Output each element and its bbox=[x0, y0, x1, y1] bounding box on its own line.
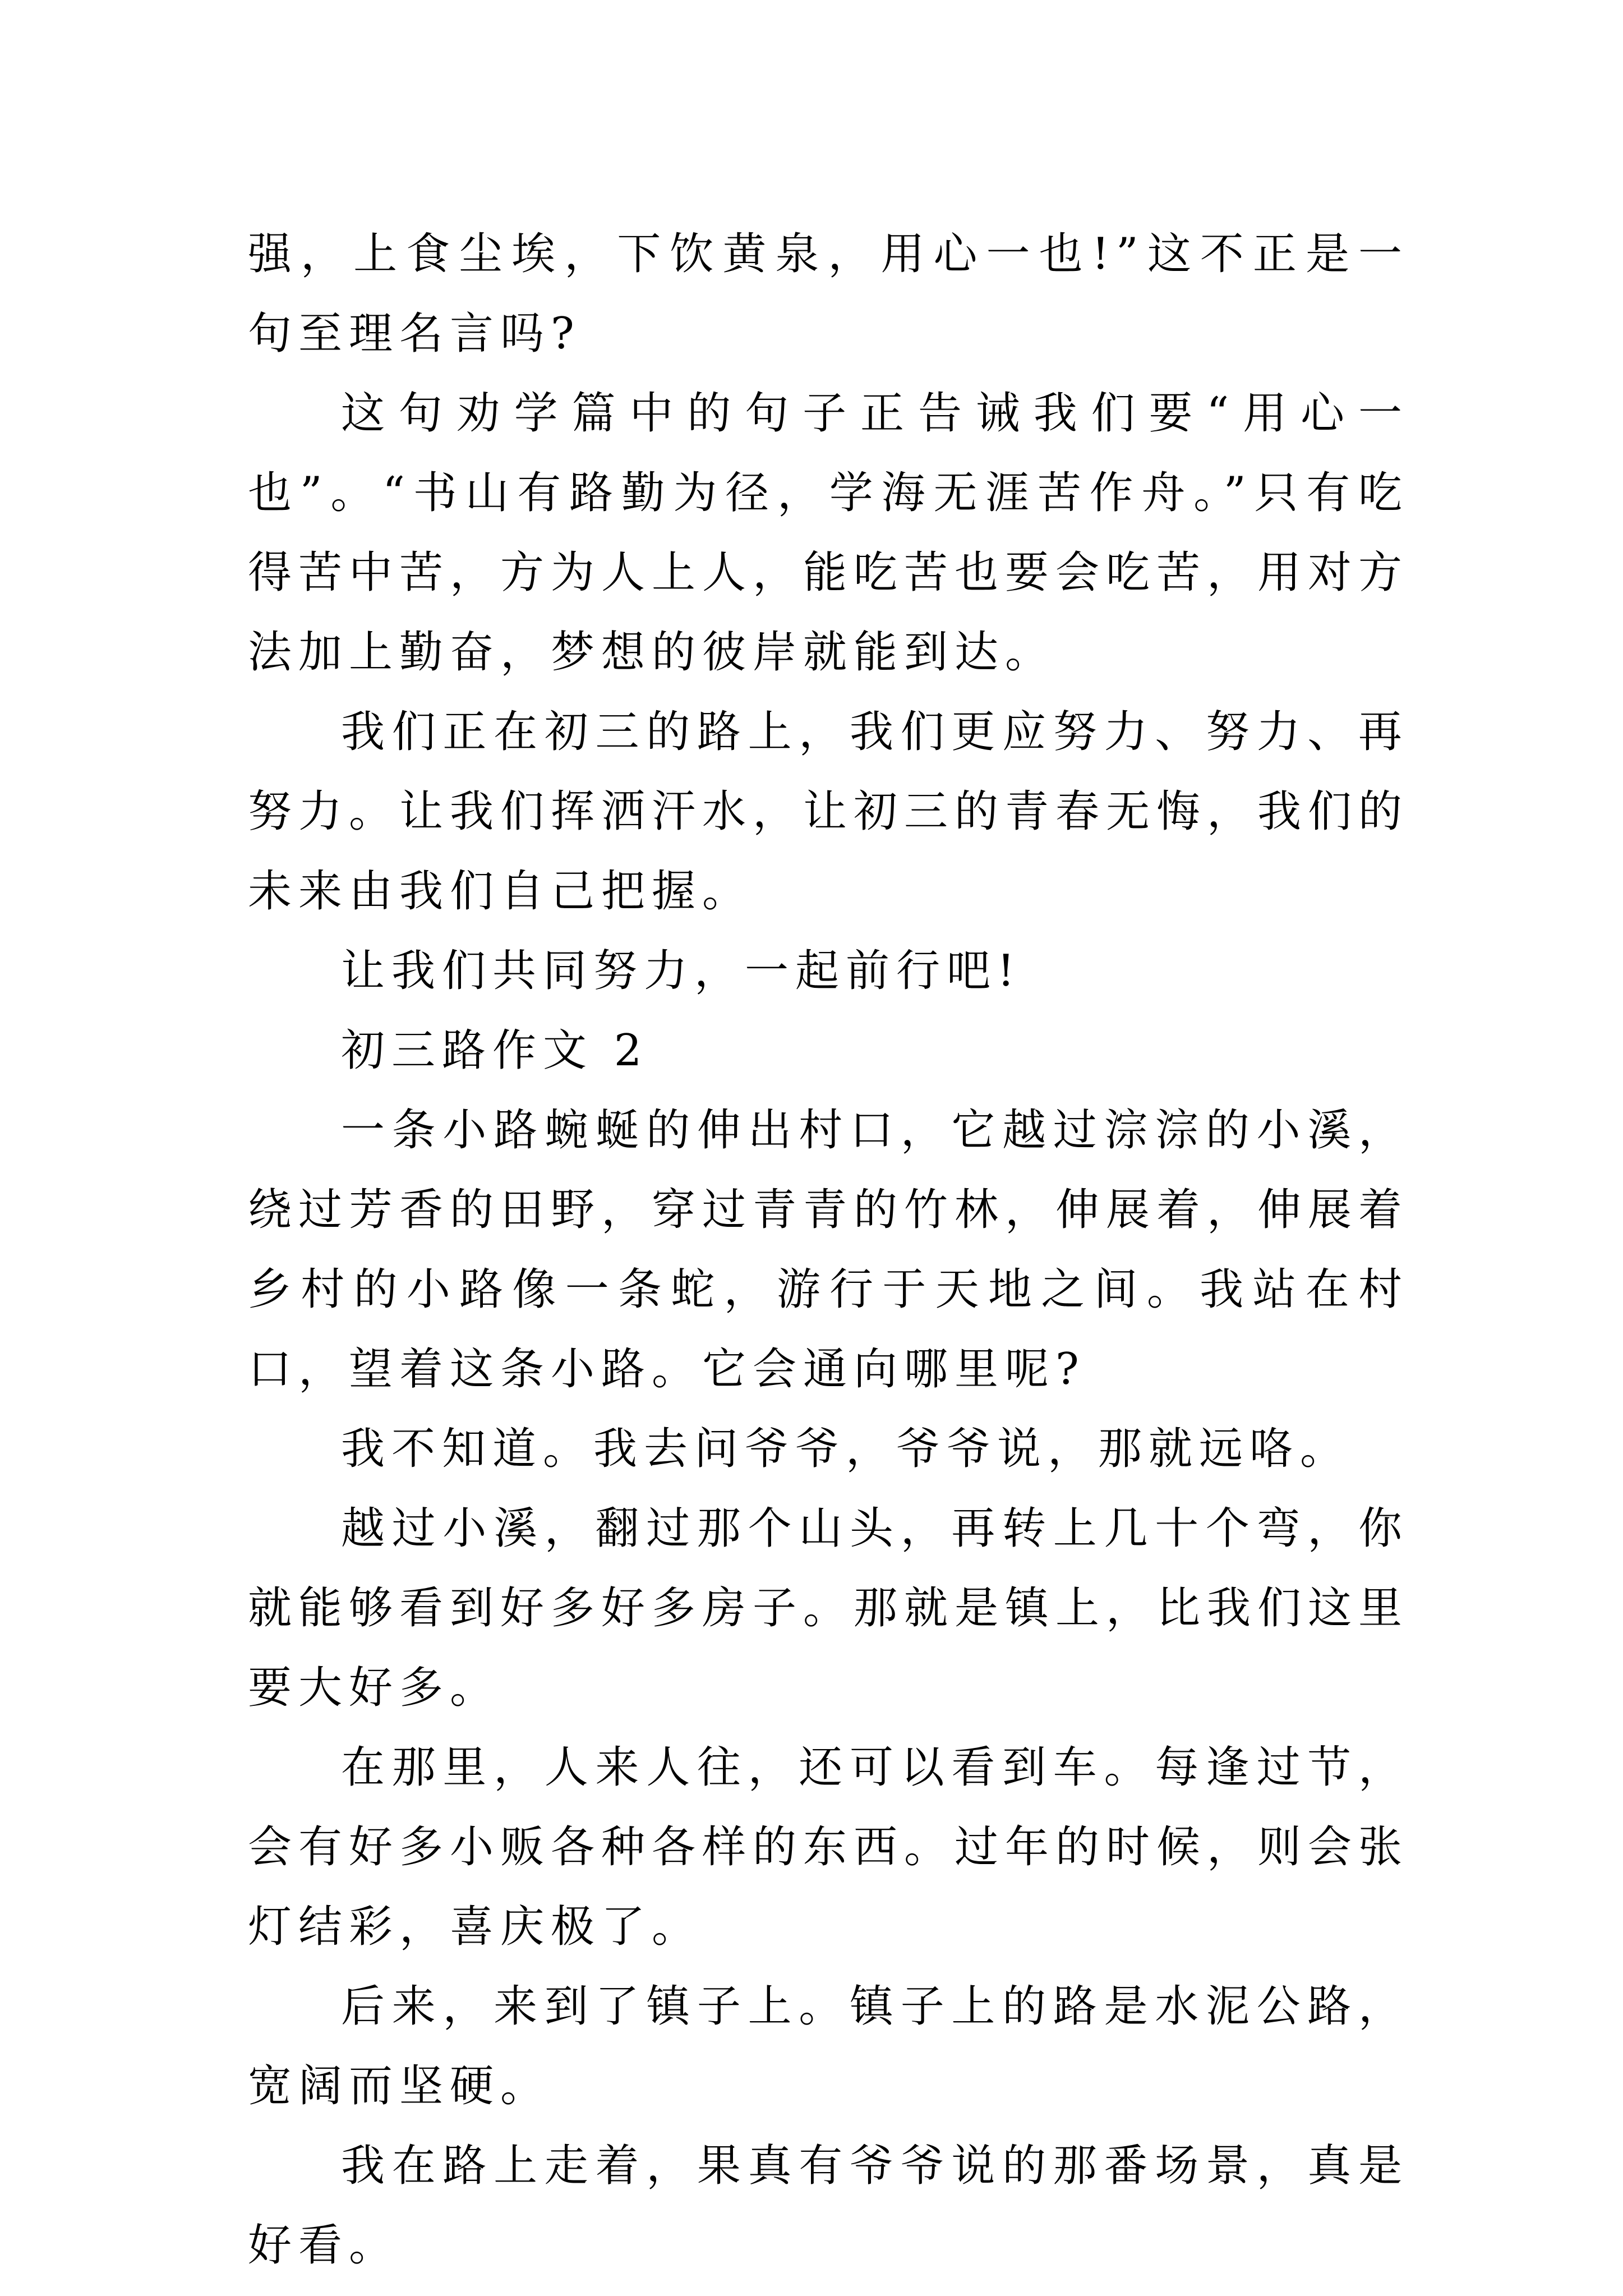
paragraph-10: 后来，来到了镇子上。镇子上的路是水泥公路，宽阔而坚硬。 bbox=[248, 1981, 1409, 2111]
paragraph-1: 强，上食尘埃，下饮黄泉，用心一也!”这不正是一句至理名言吗? bbox=[248, 229, 1409, 359]
paragraph-2: 这句劝学篇中的句子正告诫我们要“用心一也”。“书山有路勤为径，学海无涯苦作舟。”只有吃得苦中苦，方为人上人，能吃苦也要会吃苦，用对方法加上勤奋，梦想的彼岸就能到达。 bbox=[248, 388, 1409, 678]
section-heading: 初三路作文 2 bbox=[341, 1025, 649, 1076]
paragraph-3: 我们正在初三的路上，我们更应努力、努力、再努力。让我们挥洒汗水，让初三的青春无悔，我们的未来由我们自己把握。 bbox=[248, 707, 1409, 917]
paragraph-6: 一条小路蜿蜒的伸出村口，它越过淙淙的小溪，绕过芳香的田野，穿过青青的竹林，伸展着，伸展着乡村的小路像一条蛇，游行于天地之间。我站在村口，望着这条小路。它会通向哪里呢? bbox=[248, 1105, 1409, 1395]
paragraph-4: 让我们共同努力，一起前行吧! bbox=[341, 946, 1022, 996]
paragraph-7: 我不知道。我去问爷爷，爷爷说，那就远咯。 bbox=[341, 1424, 1351, 1474]
paragraph-11: 我在路上走着，果真有爷爷说的那番场景，真是好看。 bbox=[248, 2141, 1409, 2271]
paragraph-9: 在那里，人来人往，还可以看到车。每逢过节，会有好多小贩各种各样的东西。过年的时候，则会张灯结彩，喜庆极了。 bbox=[248, 1742, 1409, 1952]
document-body bbox=[248, 214, 1409, 2285]
paragraph-8: 越过小溪，翻过那个山头，再转上几十个弯，你就能够看到好多好多房子。那就是镇上，比我们这里要大好多。 bbox=[248, 1503, 1409, 1713]
